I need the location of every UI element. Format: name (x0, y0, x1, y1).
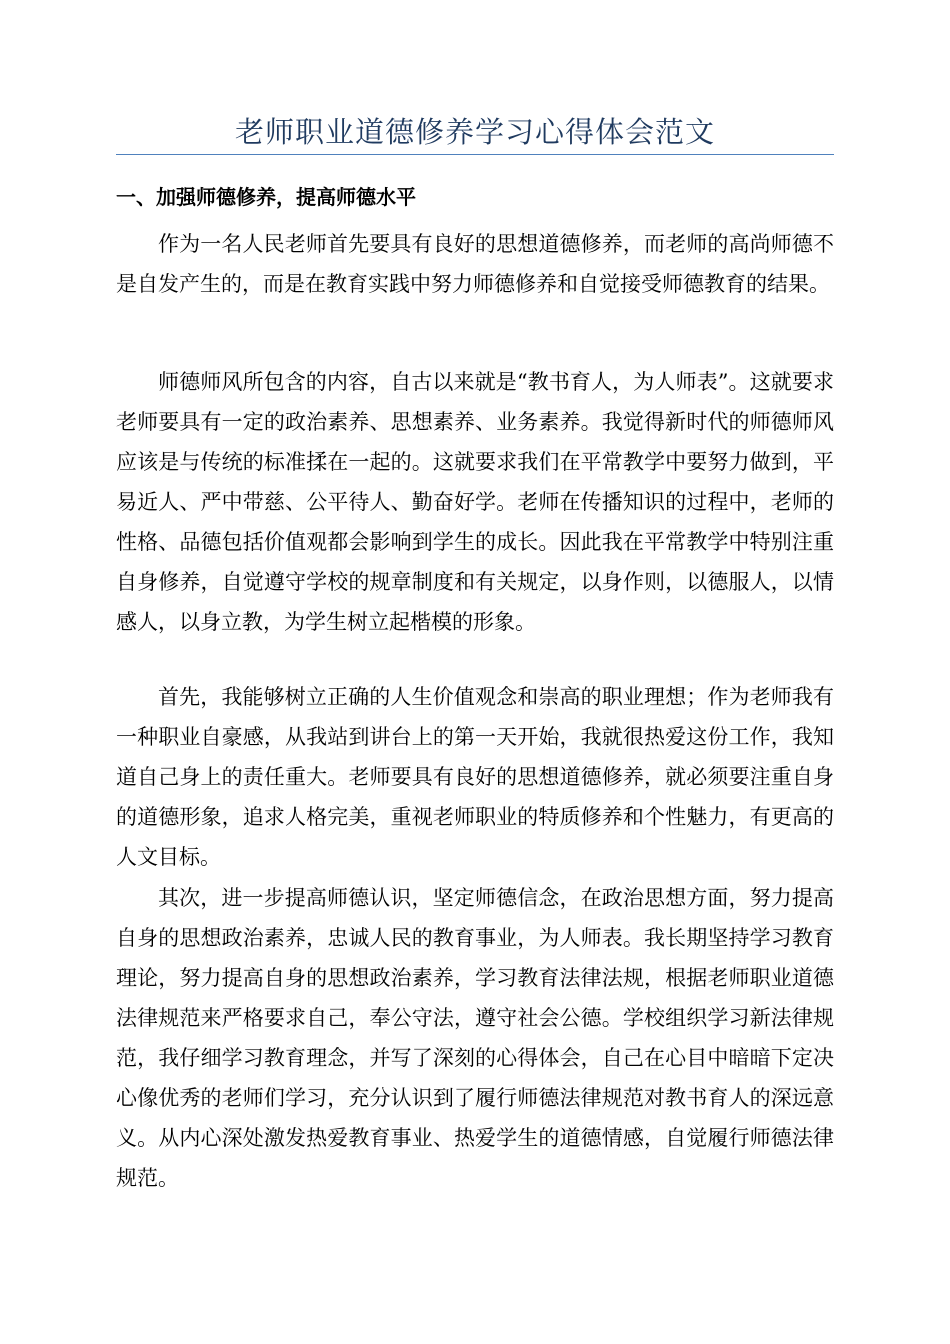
section-heading: 一、加强师德修养，提高师德水平 (116, 185, 416, 209)
body-paragraph: 首先，我能够树立正确的人生价值观念和崇高的职业理想；作为老师我有一种职业自豪感，从我站到讲台上的第一天开始，我就很热爱这份工作，我知道自己身上的责任重大。老师要具有良好的思想道德修养，就必须要注重自身的道德形象，追求人格完美，重视老师职业的特质修养和个性魅力，有更高的人文目标。 (116, 685, 834, 869)
document-title: 老师职业道德修养学习心得体会范文 (234, 115, 715, 149)
body-paragraph: 其次，进一步提高师德认识，坚定师德信念，在政治思想方面，努力提高自身的思想政治素养，忠诚人民的教育事业，为人师表。我长期坚持学习教育理论，努力提高自身的思想政治素养，学习教育法律法规，根据老师职业道德法律规范来严格要求自己，奉公守法，遵守社会公德。学校组织学习新法律规范，我仔细学习教育理念，并写了深刻的心得体会，自己在心目中暗暗下定决心像优秀的老师们学习，充分认识到了履行师德法律规范对教书育人的深远意义。从内心深处激发热爱教育事业、热爱学生的道德情感，自觉履行师德法律规范。 (116, 886, 834, 1190)
body-paragraph: 作为一名人民老师首先要具有良好的思想道德修养，而老师的高尚师德不是自发产生的，而是在教育实践中努力师德修养和自觉接受师德教育的结果。 (116, 232, 834, 296)
title-underline (116, 154, 834, 155)
body-paragraph: 师德师风所包含的内容，自古以来就是“教书育人，为人师表”。这就要求老师要具有一定的政治素养、思想素养、业务素养。我觉得新时代的师德师风应该是与传统的标准揉在一起的。这就要求我们在平常教学中要努力做到，平易近人、严中带慈、公平待人、勤奋好学。老师在传播知识的过程中，老师的性格、品德包括价值观都会影响到学生的成长。因此我在平常教学中特别注重自身修养，自觉遵守学校的规章制度和有关规定，以身作则，以德服人，以情感人，以身立教，为学生树立起楷模的形象。 (116, 370, 834, 634)
